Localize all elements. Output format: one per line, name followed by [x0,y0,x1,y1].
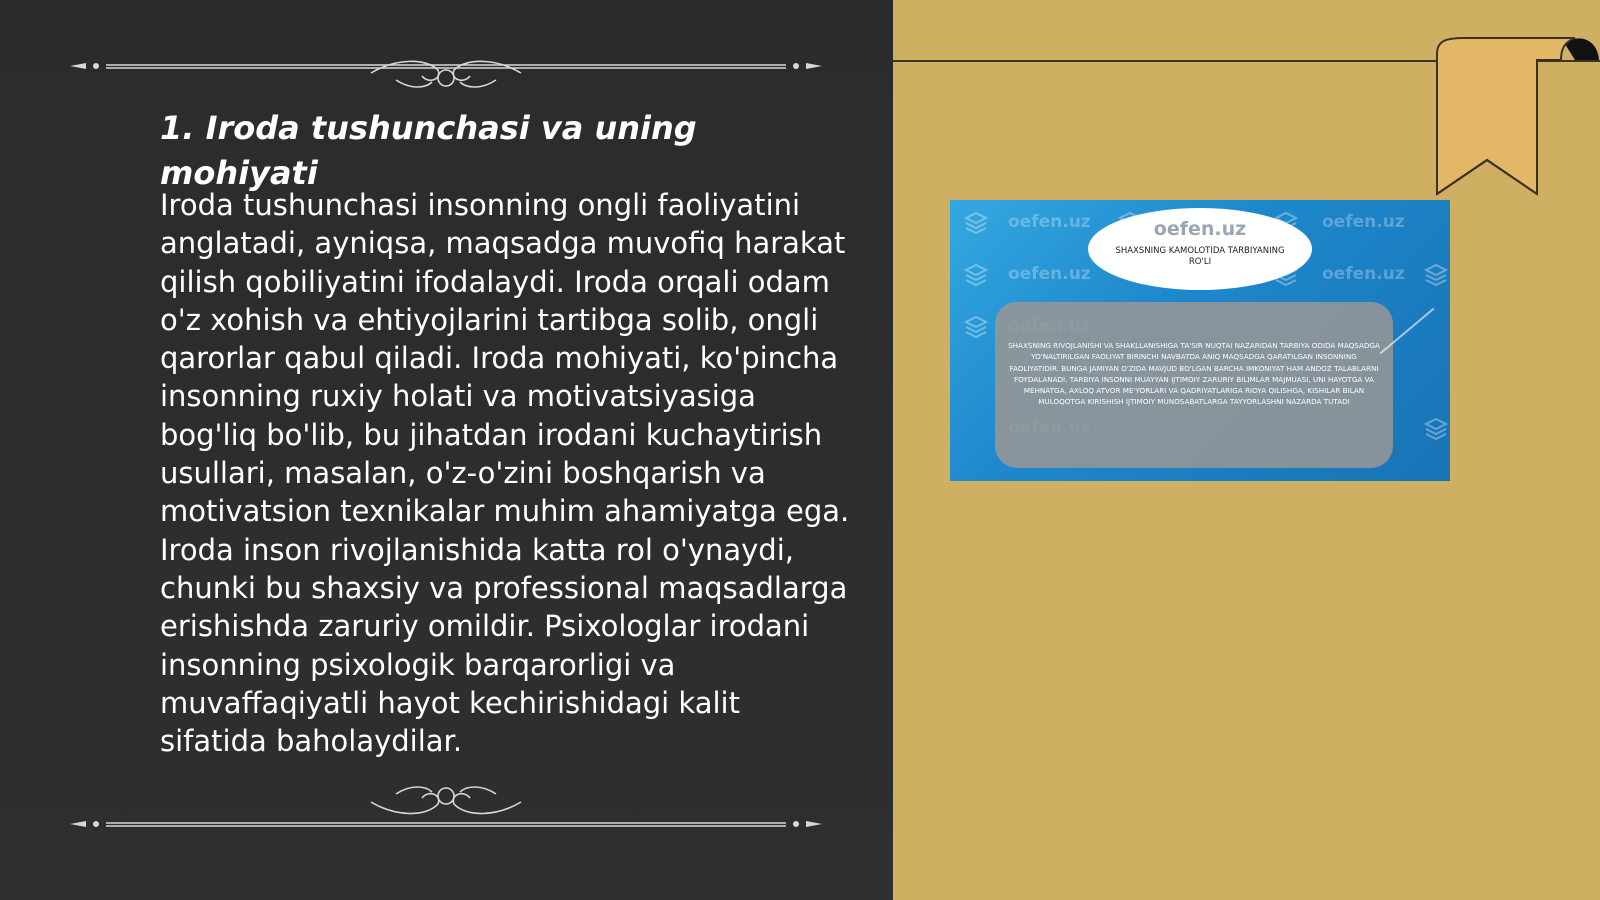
watermark-text: oefen.uz [1008,212,1091,232]
watermark-text: oefen.uz [1008,264,1091,284]
watermark-text: oefen.uz [1322,212,1405,232]
image-title-oval [1088,208,1312,290]
image-box-text: SHAXSNING RIVOJLANISHI VA SHAKLLANISHIGA TA'SIR NUQTAI NAZARIDAN TARBIYA ODIDA MAQSADGA YO'NALTIRILGAN FAOLIYAT BIRINCHI NAVBATDA ANIQ MAQSADGA QARATILGAN INSONNING FAOLIYATIDIR. BUNGA JAMIYAN O'ZIDA MAVJUD BO'LGAN BARCHA IMKONIYAT HAM ANDOZ TALABLARNI FOYDALANADI. TARBIYA INSONNI MUAYYAN IJTIMOIY ZARURIY BILIMLAR MAJMUASI, UNI HAYOTGA VA MEHNATGA, AXLOQ ATVOR ME'YORLARI VA QADRIYATLARIGA RIOYA QILISHGA, KISHILAR BILAN MULOQOTGA KIRISHISH IJTIMOIY MUNOSABATLARGA TAYYORLASHNI NAZARDA TUTADI [1008,341,1380,407]
slide-body-text: Iroda tushunchasi insonning ongli faoliyatini anglatadi, ayniqsa, maqsadga muvofiq harakat qilish qobiliyatini ifodalaydi. Iroda orqali odam o'z xohish va ehtiyojlarini tartibga solib, ongli qarorlar qabul qiladi. Iroda mohiyati, ko'pincha insonning ruxiy holati va motivatsiyasiga bog'liq bo'lib, bu jihatdan irodani kuchaytirish usullari, masalan, o'z-o'zini boshqarish va motivatsion texnikalar muhim ahamiyatga ega. Iroda inson rivojlanishida katta rol o'ynaydi, chunki bu shaxsiy va professional maqsadlarga erishishda zaruriy omildir. Psixologlar irodani insonning psixologik barqarorligi va muvaffaqiyatli hayot kechirishidagi kalit sifatida baholaydilar. [160,188,850,759]
image-title-text: SHAXSNING KAMOLOTIDA TARBIYANING RO'LI [1115,246,1285,267]
slide-image [950,200,1450,481]
top-ornament-divider [66,40,826,90]
watermark-text: oefen.uz [1322,264,1405,284]
bottom-ornament-divider [66,782,826,832]
slide-title: 1. Iroda tushunchasi va uning mohiyati [160,109,697,192]
oval-watermark-text: oefen.uz [1153,218,1247,240]
layers-icon [964,210,988,234]
layers-icon [1424,262,1448,286]
layers-icon [964,262,988,286]
image-text-box [995,302,1393,468]
layers-icon [964,314,988,338]
layers-icon [1424,416,1448,440]
bookmark-ribbon-icon [1425,34,1600,199]
